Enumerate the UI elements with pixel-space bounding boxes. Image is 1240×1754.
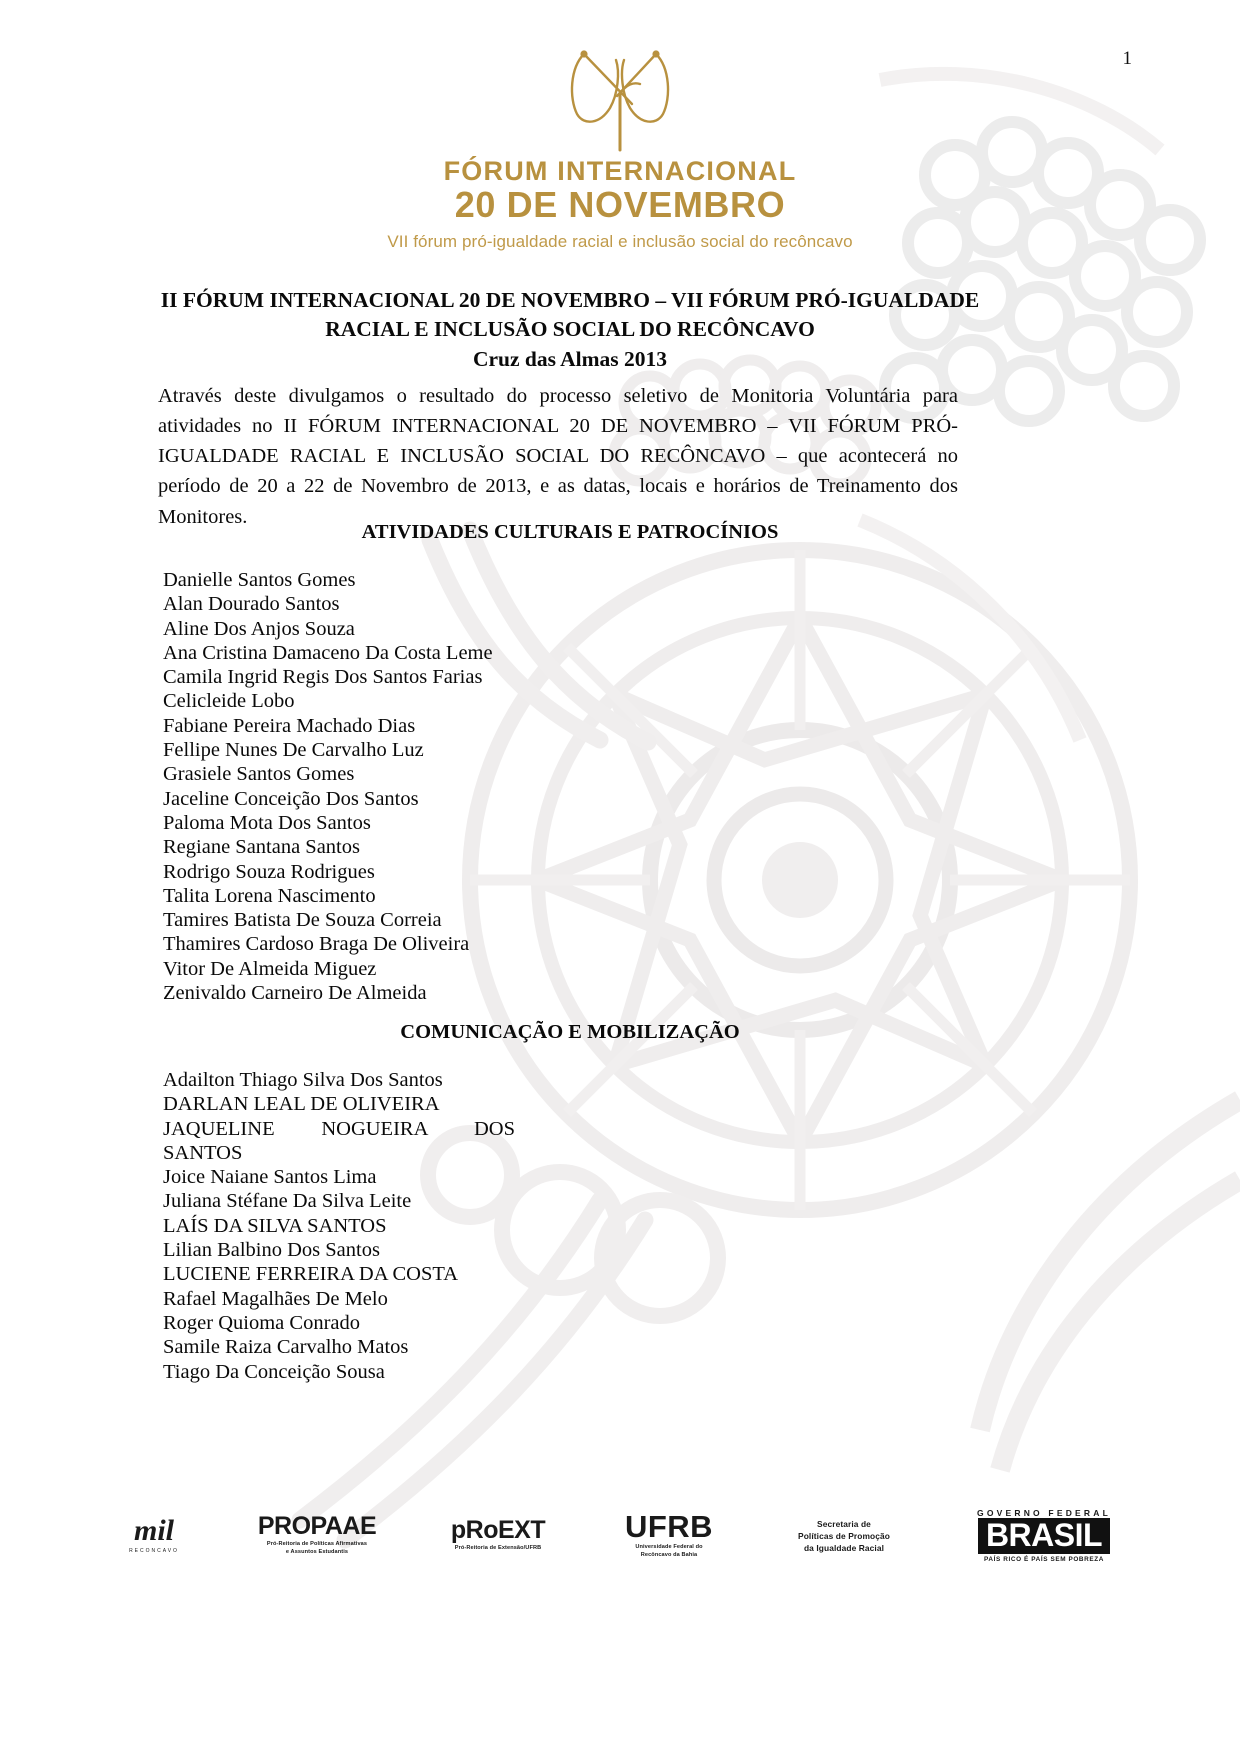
logo-proext-sub: Pró-Reitoria de Extensão/UFRB bbox=[454, 1544, 542, 1551]
list-item: Vitor De Almeida Miguez bbox=[163, 957, 377, 980]
list-item: Tiago Da Conceição Sousa bbox=[163, 1360, 385, 1383]
logo-brasil-sub: PAÍS RICO É PAÍS SEM POBREZA bbox=[984, 1555, 1104, 1563]
logo-ufrb-name: UFRB bbox=[624, 1508, 714, 1544]
logo-propaae bbox=[242, 1511, 392, 1556]
page-title bbox=[160, 286, 980, 374]
logo-ufrb bbox=[604, 1508, 734, 1559]
logo-governo-federal-brasil bbox=[954, 1508, 1134, 1563]
name-list-comunicacao-mobilizacao bbox=[163, 1068, 963, 1384]
intro-paragraph: Através deste divulgamos o resultado do processo seletivo de Monitoria Voluntária para atividades no II FÓRUM INTERNACIONAL 20 DE NOVEMBRO – VII FÓRUM PRÓ-IGUALDADE RACIAL E INCLUSÃO SOCIAL DO RECÔNCAVO – que acontecerá no período de 20 a 22 de Novembro de 2013, e as datas, locais e horários de Treinamento dos Monitores. bbox=[158, 385, 958, 528]
name-list-atividades-culturais bbox=[163, 568, 963, 1005]
list-item: DARLAN LEAL DE OLIVEIRA bbox=[163, 1093, 440, 1116]
logo-tagline: VII fórum pró-igualdade racial e inclusão social do recôncavo bbox=[387, 232, 853, 251]
list-item: Aline Dos Anjos Souza bbox=[163, 617, 355, 640]
list-item: Danielle Santos Gomes bbox=[163, 569, 356, 591]
doc-title-line2: RACIAL E INCLUSÃO SOCIAL DO RECÔNCAVO bbox=[325, 317, 815, 342]
logo-propaae-sub: Pró-Reitoria de Políticas Afirmativas e Assuntos Estudantis bbox=[266, 1540, 368, 1555]
logo-seppir-sub: Secretaria de Políticas de Promoção da Igualdade Racial bbox=[798, 1518, 890, 1554]
forum-logo-block bbox=[0, 38, 1240, 252]
logo-mil bbox=[106, 1513, 202, 1555]
list-item: Ana Cristina Damaceno Da Costa Leme bbox=[163, 641, 493, 664]
logo-proext bbox=[432, 1515, 564, 1553]
list-item: Grasiele Santos Gomes bbox=[163, 763, 355, 786]
list-item: LUCIENE FERREIRA DA COSTA bbox=[163, 1263, 459, 1286]
list-item: LAÍS DA SILVA SANTOS bbox=[163, 1214, 387, 1237]
list-item: Lilian Balbino Dos Santos bbox=[163, 1239, 380, 1262]
list-item: Regiane Santana Santos bbox=[163, 836, 360, 859]
list-item: Zenivaldo Carneiro De Almeida bbox=[163, 982, 427, 1005]
section-heading-atividades-culturais: ATIVIDADES CULTURAIS E PATROCÍNIOS bbox=[361, 521, 779, 543]
list-item: Thamires Cardoso Braga De Oliveira bbox=[163, 933, 470, 956]
doc-title-line1: II FÓRUM INTERNACIONAL 20 DE NOVEMBRO – VII FÓRUM PRÓ-IGUALDADE bbox=[160, 288, 980, 312]
logo-seppir bbox=[774, 1516, 914, 1555]
list-item: Camila Ingrid Regis Dos Santos Farias bbox=[163, 666, 483, 689]
page-number: 1 bbox=[1122, 48, 1132, 69]
list-item: Alan Dourado Santos bbox=[163, 593, 340, 616]
list-item: Rafael Magalhães De Melo bbox=[163, 1287, 388, 1310]
section-heading-comunicacao-mobilizacao: COMUNICAÇÃO E MOBILIZAÇÃO bbox=[400, 1021, 740, 1043]
list-item: Fellipe Nunes De Carvalho Luz bbox=[163, 739, 424, 762]
forum-logo-mark bbox=[560, 38, 680, 158]
logo-title-line1: FÓRUM INTERNACIONAL bbox=[443, 156, 797, 186]
logo-brasil-gov-top: GOVERNO FEDERAL bbox=[977, 1507, 1111, 1518]
logo-ufrb-sub: Universidade Federal do Recôncavo da Bahia bbox=[635, 1543, 703, 1558]
logo-propaae-name: PROPAAE bbox=[257, 1511, 377, 1540]
list-item: Fabiane Pereira Machado Dias bbox=[163, 714, 416, 737]
list-item: Celicleide Lobo bbox=[163, 690, 295, 713]
logo-title-line2: 20 DE NOVEMBRO bbox=[454, 184, 786, 225]
logo-proext-name: pRoEXT bbox=[450, 1515, 546, 1544]
footer-sponsor-logos bbox=[0, 1496, 1240, 1574]
list-item: Paloma Mota Dos Santos bbox=[163, 811, 371, 834]
list-item: Tamires Batista De Souza Correia bbox=[163, 909, 442, 932]
list-item: Juliana Stéfane Da Silva Leite bbox=[163, 1190, 412, 1213]
logo-brasil-name: BRASIL bbox=[978, 1518, 1110, 1554]
logo-mil-sub: RECONCAVO bbox=[129, 1547, 179, 1554]
list-item: Rodrigo Souza Rodrigues bbox=[163, 860, 375, 883]
list-item: Adailton Thiago Silva Dos Santos bbox=[163, 1069, 443, 1091]
doc-title-line3: Cruz das Almas 2013 bbox=[472, 346, 668, 371]
logo-mil-name: mil bbox=[133, 1513, 174, 1547]
list-item: JAQUELINE NOGUEIRA DOS SANTOS bbox=[163, 1117, 515, 1164]
list-item: Talita Lorena Nascimento bbox=[163, 884, 376, 907]
list-item: Joice Naiane Santos Lima bbox=[163, 1166, 377, 1189]
list-item: Samile Raiza Carvalho Matos bbox=[163, 1336, 409, 1359]
list-item: Roger Quioma Conrado bbox=[163, 1311, 360, 1334]
list-item: Jaceline Conceição Dos Santos bbox=[163, 787, 419, 810]
